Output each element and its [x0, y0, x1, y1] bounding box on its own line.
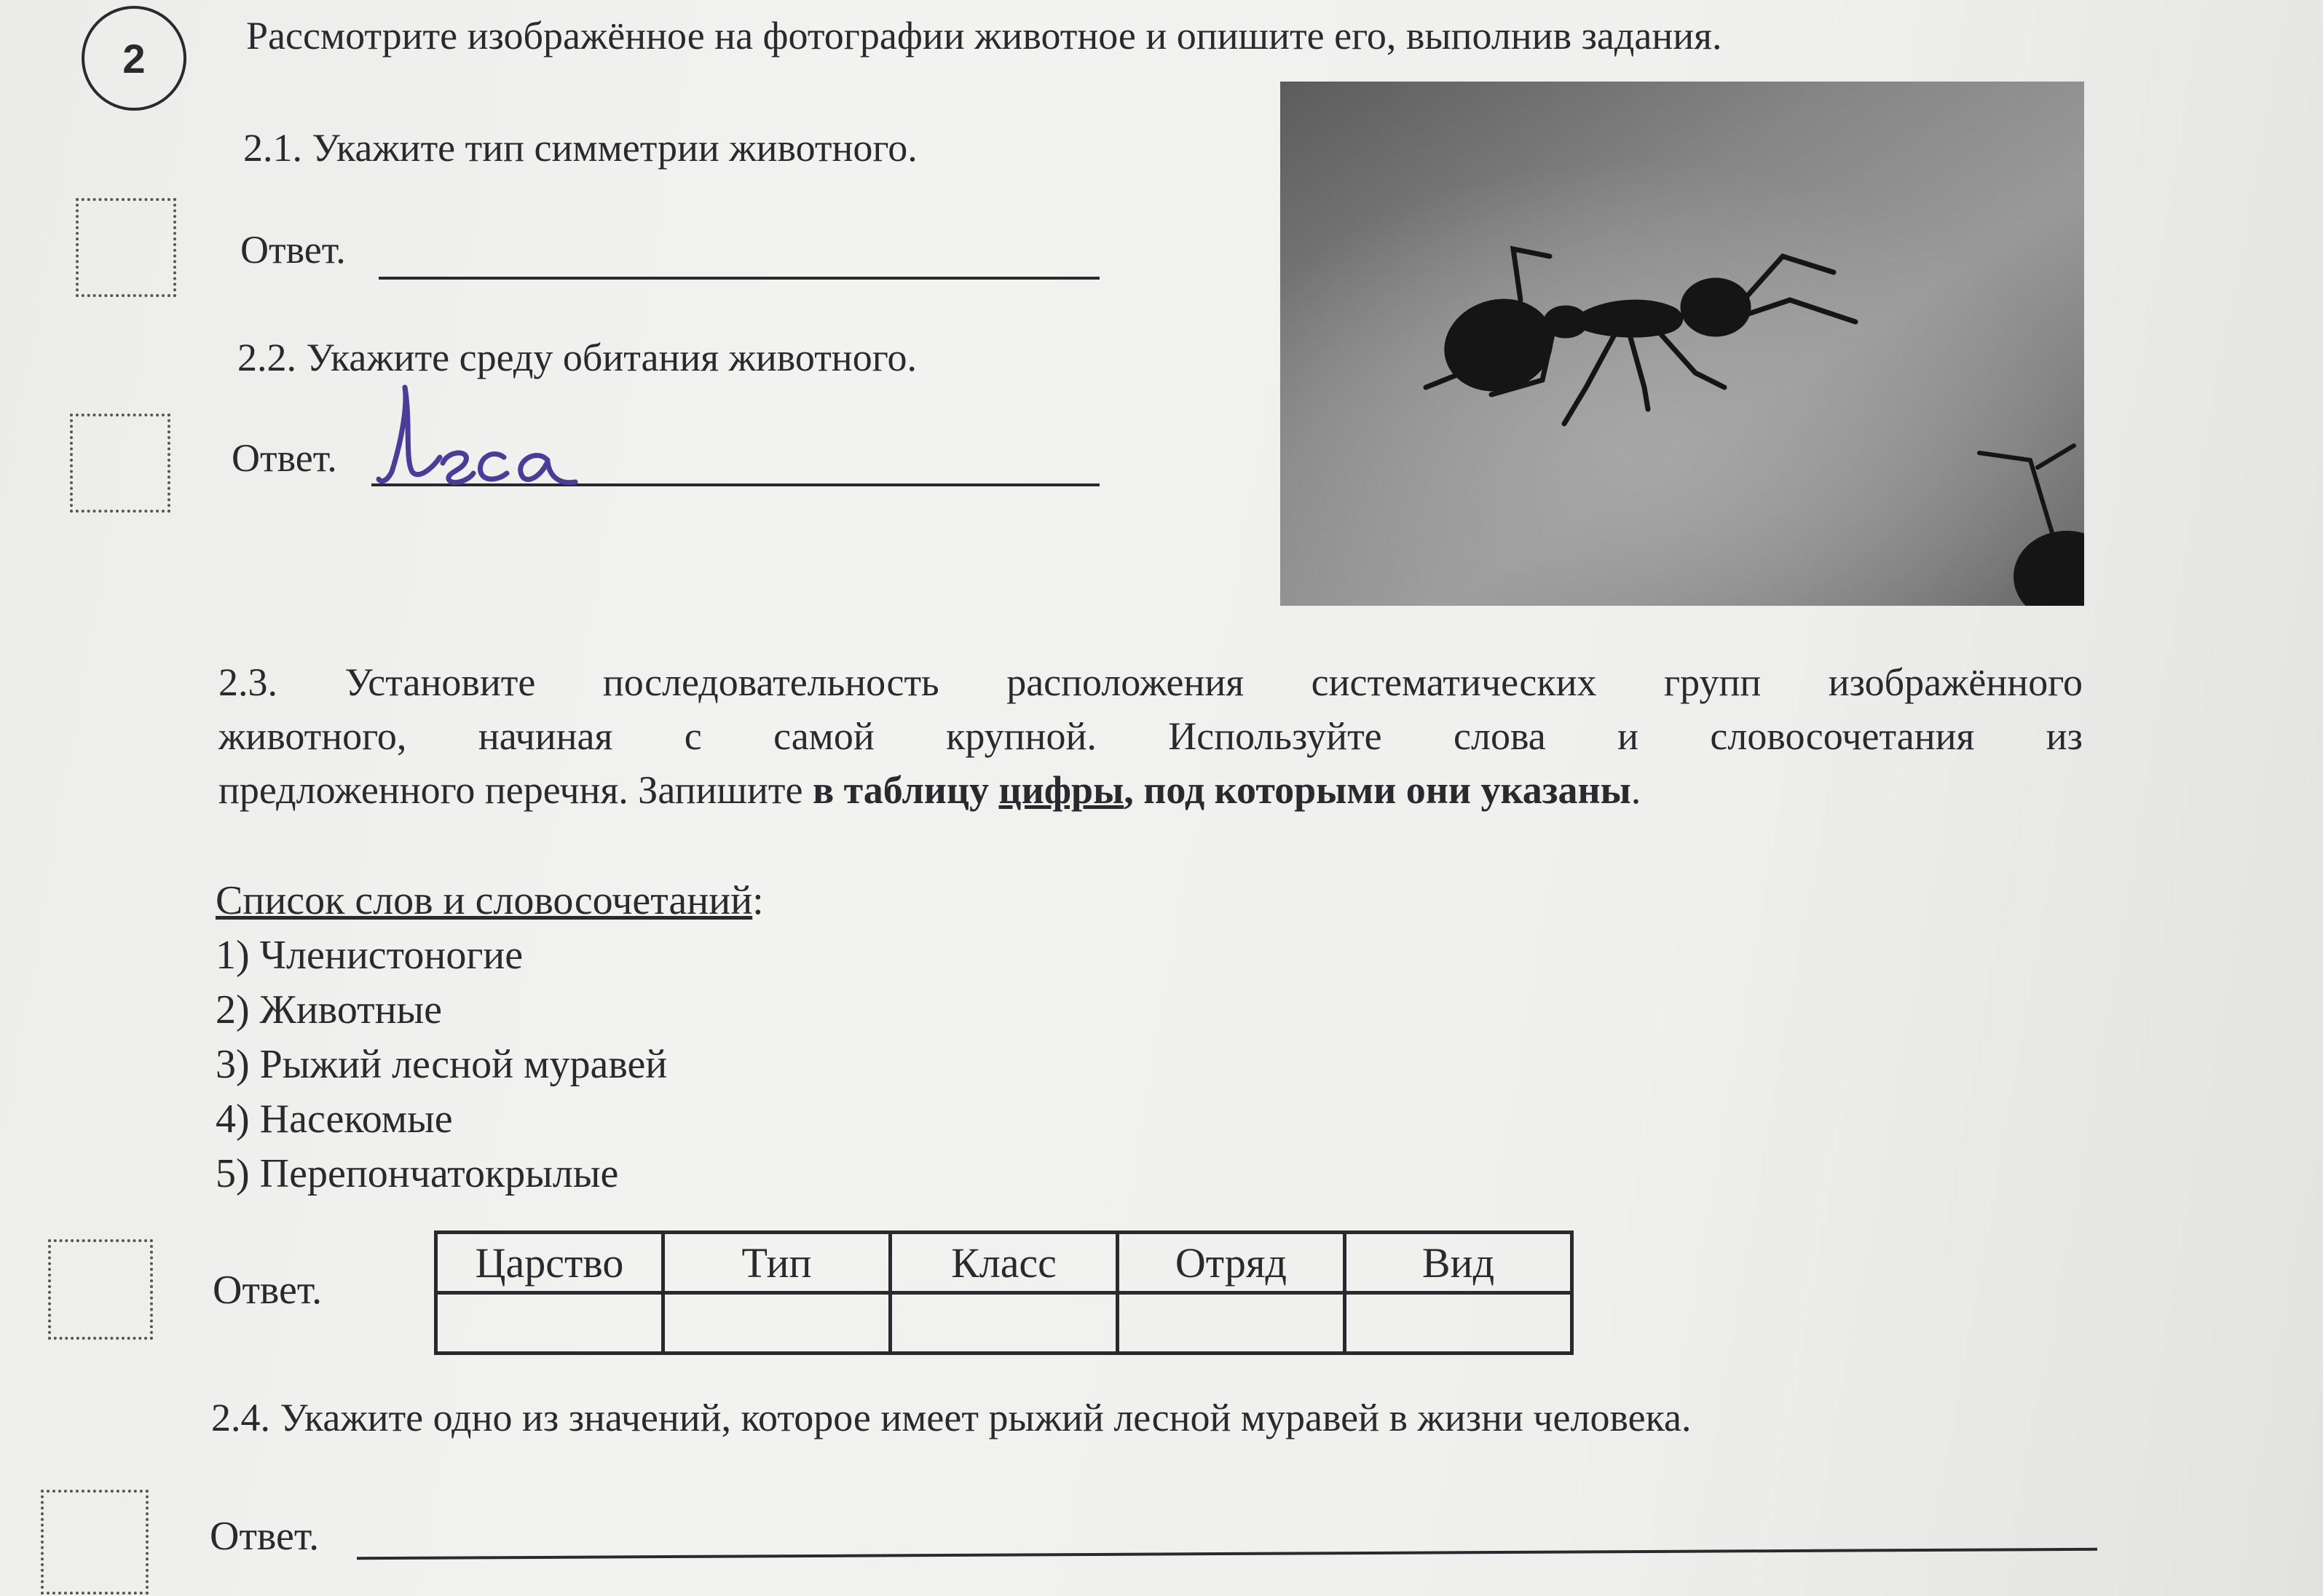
table-cell-phylum[interactable]	[663, 1293, 891, 1354]
question-2-3-bold-rest: , под которыми они указаны	[1124, 768, 1631, 812]
table-header-kingdom: Царство	[436, 1233, 663, 1293]
score-box-2-3	[48, 1239, 153, 1340]
answer-table-2-3	[434, 1230, 1574, 1355]
answer-line-2-1[interactable]	[379, 277, 1100, 280]
task-intro: Рассмотрите изображённое на фотографии животное и опишите его, выполнив задания.	[246, 14, 1722, 58]
list-item: 1) Членистоногие	[216, 933, 524, 978]
table-answer-row	[436, 1293, 1572, 1354]
answer-label-2-4: Ответ.	[210, 1514, 320, 1559]
answer-label-2-2: Ответ.	[232, 436, 337, 480]
question-2-3-line-1: 2.3. Установите последовательность расположения систематических групп изображённого	[218, 660, 2083, 704]
list-item: 3) Рыжий лесной муравей	[216, 1042, 668, 1087]
table-cell-species[interactable]	[1345, 1293, 1572, 1354]
score-box-2-2	[70, 414, 170, 513]
question-2-3-line-2: животного, начиная с самой крупной. Используйте слова и словосочетания из	[218, 714, 2083, 758]
ant-photo	[1280, 82, 2084, 606]
ant-photo-image	[1280, 82, 2084, 606]
table-header-row	[436, 1233, 1572, 1293]
question-2-3-line-3	[218, 763, 2083, 817]
word-list-title-colon: :	[752, 878, 764, 923]
answer-label-2-3: Ответ.	[213, 1268, 323, 1313]
word-list-title-row	[216, 874, 764, 928]
question-2-1: 2.1. Укажите тип симметрии животного.	[243, 126, 918, 170]
handwritten-answer-2-2	[376, 379, 587, 499]
list-item: 2) Животные	[216, 987, 443, 1032]
question-2-2: 2.2. Укажите среду обитания животного.	[237, 336, 918, 379]
table-cell-class[interactable]	[891, 1293, 1118, 1354]
question-2-3-bold-table: в таблицу	[812, 768, 999, 812]
question-2-3-bold-digits: цифры	[998, 768, 1124, 812]
task-number-circle	[82, 6, 186, 111]
table-header-phylum: Тип	[663, 1233, 891, 1293]
table-cell-kingdom[interactable]	[436, 1293, 663, 1354]
list-item: 5) Перепончатокрылые	[216, 1151, 619, 1196]
list-item: 4) Насекомые	[216, 1097, 453, 1142]
answer-label-2-1: Ответ.	[240, 228, 346, 272]
word-list	[216, 874, 764, 1201]
handwritten-answer-2-2-drawing	[376, 379, 587, 495]
question-2-3-line-3-plain: предложенного перечня. Запишите	[218, 768, 813, 812]
table-header-class: Класс	[891, 1233, 1118, 1293]
question-2-3-text	[218, 655, 2083, 817]
word-list-title: Список слов и словосочетаний	[216, 878, 753, 923]
question-2-4: 2.4. Укажите одно из значений, которое имеет рыжий лесной муравей в жизни человека.	[211, 1396, 1692, 1439]
task-number: 2	[122, 35, 146, 82]
score-box-2-4	[41, 1490, 149, 1595]
table-header-species: Вид	[1345, 1233, 1572, 1293]
table-cell-order[interactable]	[1118, 1293, 1345, 1354]
question-2-3-period: .	[1630, 768, 1641, 812]
table-header-order: Отряд	[1118, 1233, 1345, 1293]
score-box-2-1	[76, 198, 176, 297]
answer-line-2-4[interactable]	[357, 1548, 2097, 1560]
